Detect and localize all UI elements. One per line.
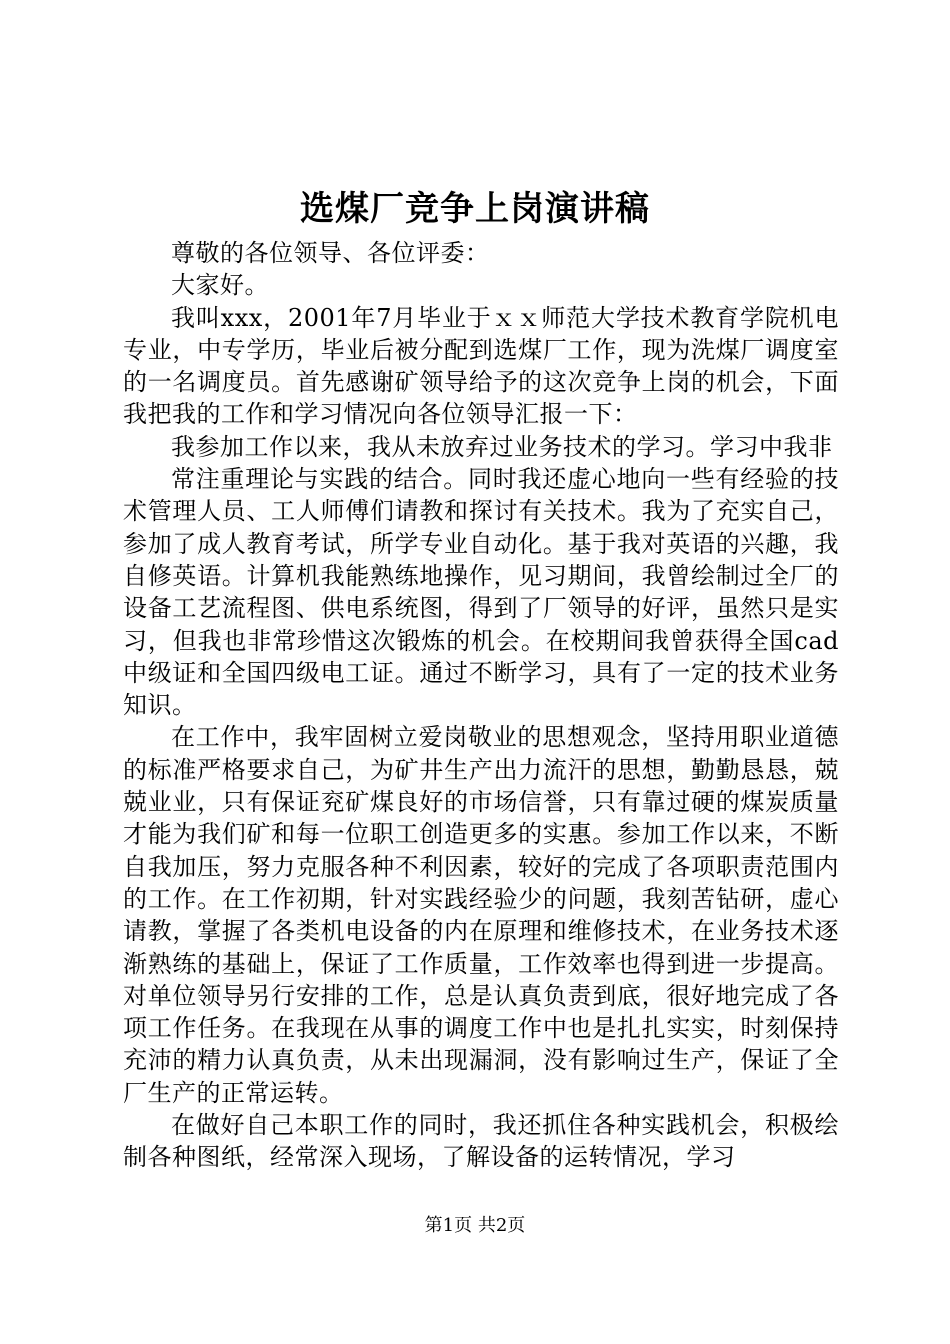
page-number: 第1页 共2页 [424, 1215, 526, 1236]
document-body [123, 237, 839, 1174]
document-title: 选煤厂竞争上岗演讲稿 [300, 189, 650, 229]
introduction-paragraph: 我叫xxx，2001年7月毕业于ｘｘ师范大学技术教育学院机电专业，中专学历，毕业后被分配到选煤厂工作，现为洗煤厂调度室的一名调度员。首先感谢矿领导给予的这次竞争上岗的机会，下面我把我的工作和学习情况向各位领导汇报一下： [123, 303, 839, 429]
practice-paragraph: 在做好自己本职工作的同时，我还抓住各种实践机会，积极绘制各种图纸，经常深入现场，了解设备的运转情况，学习 [123, 1111, 839, 1172]
greeting-paragraph: 大家好。 [171, 271, 269, 300]
salutation-paragraph: 尊敬的各位领导、各位评委： [171, 239, 490, 267]
study-detail-paragraph: 常注重理论与实践的结合。同时我还虚心地向一些有经验的技术管理人员、工人师傅们请教和探讨有关技术。我为了充实自己，参加了成人教育考试，所学专业自动化。基于我对英语的兴趣，我自修英语。计算机我能熟练地操作，见习期间，我曾绘制过全厂的设备工艺流程图、供电系统图，得到了厂领导的好评，虽然只是实习，但我也非常珍惜这次锻炼的机会。在校期间我曾获得全国cad中级证和全国四级电工证。通过不断学习，具有了一定的技术业务知识。 [123, 465, 839, 720]
work-attitude-paragraph: 在工作中，我牢固树立爱岗敬业的思想观念，坚持用职业道德的标准严格要求自己，为矿井生产出力流汗的思想，勤勤恳恳，兢兢业业，只有保证兖矿煤良好的市场信誉，只有靠过硬的煤炭质量才能为我们矿和每一位职工创造更多的实惠。参加工作以来，不断自我加压，努力克服各种不利因素，较好的完成了各项职责范围内的工作。在工作初期，针对实践经验少的问题，我刻苦钻研，虚心请教，掌握了各类机电设备的内在原理和维修技术，在业务技术逐渐熟练的基础上，保证了工作质量，工作效率也得到进一步提高。对单位领导另行安排的工作，总是认真负责到底，很好地完成了各项工作任务。在我现在从事的调度工作中也是扎扎实实，时刻保持充沛的精力认真负责，从未出现漏洞，没有影响过生产，保证了全厂生产的正常运转。 [123, 723, 839, 1107]
study-intro-paragraph: 我参加工作以来，我从未放弃过业务技术的学习。学习中我非 [171, 432, 833, 461]
